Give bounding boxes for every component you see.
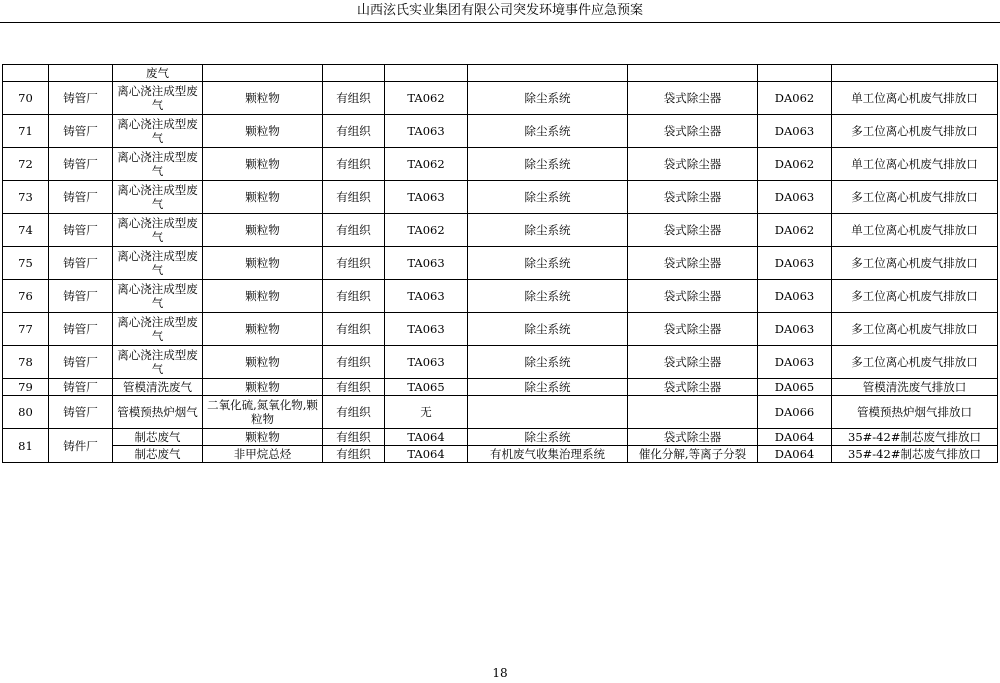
cell-unit: 铸管厂 bbox=[49, 379, 113, 396]
cell-no: 73 bbox=[3, 181, 49, 214]
cell-no: 75 bbox=[3, 247, 49, 280]
cell-pollutant: 颗粒物 bbox=[203, 148, 323, 181]
cell-code: TA063 bbox=[385, 280, 468, 313]
table-row bbox=[3, 346, 998, 379]
cell-outlet-name: 多工位离心机废气排放口 bbox=[832, 313, 998, 346]
table-row-81b bbox=[3, 446, 998, 463]
cell-outlet-code: DA064 bbox=[758, 429, 832, 446]
cell-outlet-name: 35#-42#制芯废气排放口 bbox=[832, 429, 998, 446]
table-row bbox=[3, 214, 998, 247]
cell-mode: 有组织 bbox=[323, 429, 385, 446]
cell-pollutant: 颗粒物 bbox=[203, 313, 323, 346]
cell-code: TA062 bbox=[385, 148, 468, 181]
cell-outlet-code: DA063 bbox=[758, 280, 832, 313]
cell-outlet-code: DA063 bbox=[758, 115, 832, 148]
cell-source: 制芯废气 bbox=[113, 429, 203, 446]
cell-code: TA064 bbox=[385, 446, 468, 463]
cell-mode: 有组织 bbox=[323, 247, 385, 280]
table-row bbox=[3, 148, 998, 181]
cell-pollutant: 颗粒物 bbox=[203, 429, 323, 446]
cell-source: 废气 bbox=[113, 65, 203, 82]
cell-equipment: 袋式除尘器 bbox=[628, 379, 758, 396]
cell-mode: 有组织 bbox=[323, 313, 385, 346]
cell-unit: 铸管厂 bbox=[49, 115, 113, 148]
cell-no: 72 bbox=[3, 148, 49, 181]
cell-code: TA065 bbox=[385, 379, 468, 396]
cell-no bbox=[3, 65, 49, 82]
cell-code bbox=[385, 65, 468, 82]
cell-code: TA064 bbox=[385, 429, 468, 446]
cell-system: 除尘系统 bbox=[468, 115, 628, 148]
cell-system: 除尘系统 bbox=[468, 214, 628, 247]
cell-pollutant: 颗粒物 bbox=[203, 214, 323, 247]
cell-pollutant: 颗粒物 bbox=[203, 346, 323, 379]
cell-mode: 有组织 bbox=[323, 82, 385, 115]
cell-source: 离心浇注成型废气 bbox=[113, 346, 203, 379]
cell-equipment: 袋式除尘器 bbox=[628, 148, 758, 181]
cell-mode bbox=[323, 65, 385, 82]
cell-outlet-name: 单工位离心机废气排放口 bbox=[832, 214, 998, 247]
cell-equipment: 袋式除尘器 bbox=[628, 247, 758, 280]
cell-outlet-code: DA066 bbox=[758, 396, 832, 429]
cell-unit: 铸管厂 bbox=[49, 396, 113, 429]
cell-unit: 铸管厂 bbox=[49, 346, 113, 379]
cell-system: 除尘系统 bbox=[468, 379, 628, 396]
cell-unit: 铸管厂 bbox=[49, 181, 113, 214]
cell-system: 除尘系统 bbox=[468, 181, 628, 214]
cell-code: TA063 bbox=[385, 313, 468, 346]
cell-equipment: 袋式除尘器 bbox=[628, 181, 758, 214]
cell-unit: 铸件厂 bbox=[49, 429, 113, 463]
cell-equipment: 袋式除尘器 bbox=[628, 280, 758, 313]
cell-mode: 有组织 bbox=[323, 446, 385, 463]
cell-code: TA063 bbox=[385, 181, 468, 214]
cell-pollutant: 非甲烷总烃 bbox=[203, 446, 323, 463]
cell-equipment: 催化分解,等离子分裂 bbox=[628, 446, 758, 463]
cell-mode: 有组织 bbox=[323, 181, 385, 214]
cell-mode: 有组织 bbox=[323, 396, 385, 429]
cell-source: 管模清洗废气 bbox=[113, 379, 203, 396]
cell-outlet-code: DA062 bbox=[758, 82, 832, 115]
cell-pollutant: 颗粒物 bbox=[203, 379, 323, 396]
cell-system: 除尘系统 bbox=[468, 346, 628, 379]
cell-outlet-name: 多工位离心机废气排放口 bbox=[832, 280, 998, 313]
cell-equipment bbox=[628, 65, 758, 82]
cell-no: 78 bbox=[3, 346, 49, 379]
table-row bbox=[3, 115, 998, 148]
cell-unit: 铸管厂 bbox=[49, 313, 113, 346]
cell-outlet-code: DA062 bbox=[758, 148, 832, 181]
cell-source: 离心浇注成型废气 bbox=[113, 181, 203, 214]
cell-mode: 有组织 bbox=[323, 148, 385, 181]
cell-source: 离心浇注成型废气 bbox=[113, 247, 203, 280]
cell-system: 除尘系统 bbox=[468, 148, 628, 181]
cell-system bbox=[468, 396, 628, 429]
cell-source: 离心浇注成型废气 bbox=[113, 280, 203, 313]
cell-equipment: 袋式除尘器 bbox=[628, 429, 758, 446]
cell-unit: 铸管厂 bbox=[49, 148, 113, 181]
table-row bbox=[3, 379, 998, 396]
cell-source: 管模预热炉烟气 bbox=[113, 396, 203, 429]
cell-code: TA063 bbox=[385, 247, 468, 280]
cell-equipment: 袋式除尘器 bbox=[628, 115, 758, 148]
cell-no: 70 bbox=[3, 82, 49, 115]
cell-system: 除尘系统 bbox=[468, 82, 628, 115]
cell-outlet-name bbox=[832, 65, 998, 82]
cell-no: 71 bbox=[3, 115, 49, 148]
cell-no: 76 bbox=[3, 280, 49, 313]
cell-outlet-name: 35#-42#制芯废气排放口 bbox=[832, 446, 998, 463]
cell-outlet-name: 单工位离心机废气排放口 bbox=[832, 82, 998, 115]
cell-source: 离心浇注成型废气 bbox=[113, 115, 203, 148]
cell-code: TA062 bbox=[385, 82, 468, 115]
cell-outlet-code: DA065 bbox=[758, 379, 832, 396]
cell-equipment bbox=[628, 396, 758, 429]
cell-pollutant: 颗粒物 bbox=[203, 280, 323, 313]
table-row bbox=[3, 247, 998, 280]
cell-pollutant: 颗粒物 bbox=[203, 115, 323, 148]
table-row bbox=[3, 280, 998, 313]
cell-no: 79 bbox=[3, 379, 49, 396]
cell-no: 80 bbox=[3, 396, 49, 429]
cell-outlet-name: 多工位离心机废气排放口 bbox=[832, 181, 998, 214]
header-divider bbox=[0, 22, 1000, 23]
cell-system: 除尘系统 bbox=[468, 313, 628, 346]
table-row-continuation bbox=[3, 65, 998, 82]
cell-unit: 铸管厂 bbox=[49, 214, 113, 247]
cell-unit: 铸管厂 bbox=[49, 82, 113, 115]
cell-unit bbox=[49, 65, 113, 82]
cell-source: 离心浇注成型废气 bbox=[113, 313, 203, 346]
cell-outlet-code bbox=[758, 65, 832, 82]
cell-equipment: 袋式除尘器 bbox=[628, 346, 758, 379]
table-row bbox=[3, 313, 998, 346]
cell-outlet-code: DA063 bbox=[758, 346, 832, 379]
cell-source: 制芯废气 bbox=[113, 446, 203, 463]
cell-mode: 有组织 bbox=[323, 346, 385, 379]
cell-source: 离心浇注成型废气 bbox=[113, 82, 203, 115]
cell-mode: 有组织 bbox=[323, 379, 385, 396]
table-row bbox=[3, 181, 998, 214]
cell-mode: 有组织 bbox=[323, 280, 385, 313]
cell-no: 77 bbox=[3, 313, 49, 346]
cell-source: 离心浇注成型废气 bbox=[113, 148, 203, 181]
cell-pollutant bbox=[203, 65, 323, 82]
cell-outlet-code: DA062 bbox=[758, 214, 832, 247]
cell-system bbox=[468, 65, 628, 82]
cell-outlet-name: 多工位离心机废气排放口 bbox=[832, 247, 998, 280]
cell-unit: 铸管厂 bbox=[49, 280, 113, 313]
cell-equipment: 袋式除尘器 bbox=[628, 82, 758, 115]
cell-code: TA063 bbox=[385, 346, 468, 379]
cell-outlet-code: DA064 bbox=[758, 446, 832, 463]
cell-code: 无 bbox=[385, 396, 468, 429]
cell-system: 除尘系统 bbox=[468, 280, 628, 313]
cell-mode: 有组织 bbox=[323, 115, 385, 148]
cell-equipment: 袋式除尘器 bbox=[628, 214, 758, 247]
cell-outlet-code: DA063 bbox=[758, 247, 832, 280]
cell-system: 除尘系统 bbox=[468, 429, 628, 446]
cell-outlet-code: DA063 bbox=[758, 313, 832, 346]
cell-code: TA062 bbox=[385, 214, 468, 247]
table-row bbox=[3, 396, 998, 429]
cell-pollutant: 颗粒物 bbox=[203, 82, 323, 115]
cell-no: 81 bbox=[3, 429, 49, 463]
cell-outlet-name: 多工位离心机废气排放口 bbox=[832, 115, 998, 148]
cell-outlet-code: DA063 bbox=[758, 181, 832, 214]
cell-pollutant: 颗粒物 bbox=[203, 247, 323, 280]
cell-unit: 铸管厂 bbox=[49, 247, 113, 280]
cell-outlet-name: 管模清洗废气排放口 bbox=[832, 379, 998, 396]
cell-system: 除尘系统 bbox=[468, 247, 628, 280]
emission-sources-table bbox=[2, 64, 998, 463]
cell-code: TA063 bbox=[385, 115, 468, 148]
cell-outlet-name: 单工位离心机废气排放口 bbox=[832, 148, 998, 181]
cell-pollutant: 二氧化硫,氮氧化物,颗粒物 bbox=[203, 396, 323, 429]
page-number: 18 bbox=[492, 666, 508, 680]
cell-source: 离心浇注成型废气 bbox=[113, 214, 203, 247]
cell-outlet-name: 多工位离心机废气排放口 bbox=[832, 346, 998, 379]
cell-system: 有机废气收集治理系统 bbox=[468, 446, 628, 463]
cell-mode: 有组织 bbox=[323, 214, 385, 247]
page-header-title: 山西泫氏实业集团有限公司突发环境事件应急预案 bbox=[356, 3, 643, 18]
cell-equipment: 袋式除尘器 bbox=[628, 313, 758, 346]
table-row-81a bbox=[3, 429, 998, 446]
table-row bbox=[3, 82, 998, 115]
cell-no: 74 bbox=[3, 214, 49, 247]
cell-pollutant: 颗粒物 bbox=[203, 181, 323, 214]
cell-outlet-name: 管模预热炉烟气排放口 bbox=[832, 396, 998, 429]
